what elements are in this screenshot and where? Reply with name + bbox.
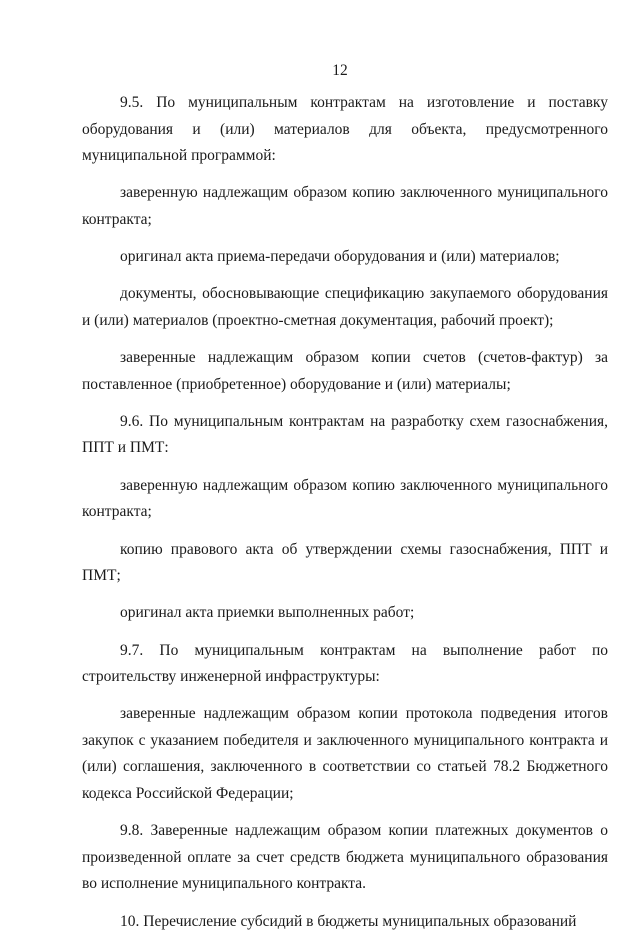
paragraph: заверенные надлежащим образом копии протокола подведения итогов закупок с указанием победителя и заключенного муниципального контракта и (или) соглашения, заключенного в соответствии со статьей 78.2 Бюджетного кодекса Российской Федерации; [82, 705, 608, 802]
paragraph: оригинал акта приемки выполненных работ; [120, 604, 415, 622]
paragraph-9-6: 9.6. По муниципальным контрактам на разработку схем газоснабжения, ППТ и ПМТ: [82, 412, 608, 457]
paragraph: заверенные надлежащим образом копии счетов (счетов-фактур) за поставленное (приобретенное) оборудование и (или) материалы; [82, 349, 608, 393]
paragraph-9-8: 9.8. Заверенные надлежащим образом копии платежных документов о произведенной оплате за счет средств бюджета муниципального образования во исполнение муниципального контракта. [82, 822, 608, 893]
paragraph: заверенную надлежащим образом копию заключенного муниципального контракта; [82, 184, 608, 228]
document-body [82, 90, 608, 946]
paragraph: документы, обосновывающие спецификацию закупаемого оборудования и (или) материалов (проектно-сметная документация, рабочий проект); [82, 285, 608, 329]
page-number: 12 [332, 62, 348, 79]
paragraph: оригинал акта приема-передачи оборудования и (или) материалов; [120, 248, 560, 266]
paragraph-9-5: 9.5. По муниципальным контрактам на изготовление и поставку оборудования и (или) материалов для объекта, предусмотренного муниципальной программой: [82, 94, 608, 164]
paragraph: заверенную надлежащим образом копию заключенного муниципального контракта; [82, 476, 608, 521]
paragraph: копию правового акта об утверждении схемы газоснабжения, ППТ и ПМТ; [82, 540, 608, 585]
paragraph-9-7: 9.7. По муниципальным контрактам на выполнение работ по строительству инженерной инфраструктуры: [82, 641, 608, 686]
paragraph-10: 10. Перечисление субсидий в бюджеты муниципальных образований [120, 912, 577, 930]
